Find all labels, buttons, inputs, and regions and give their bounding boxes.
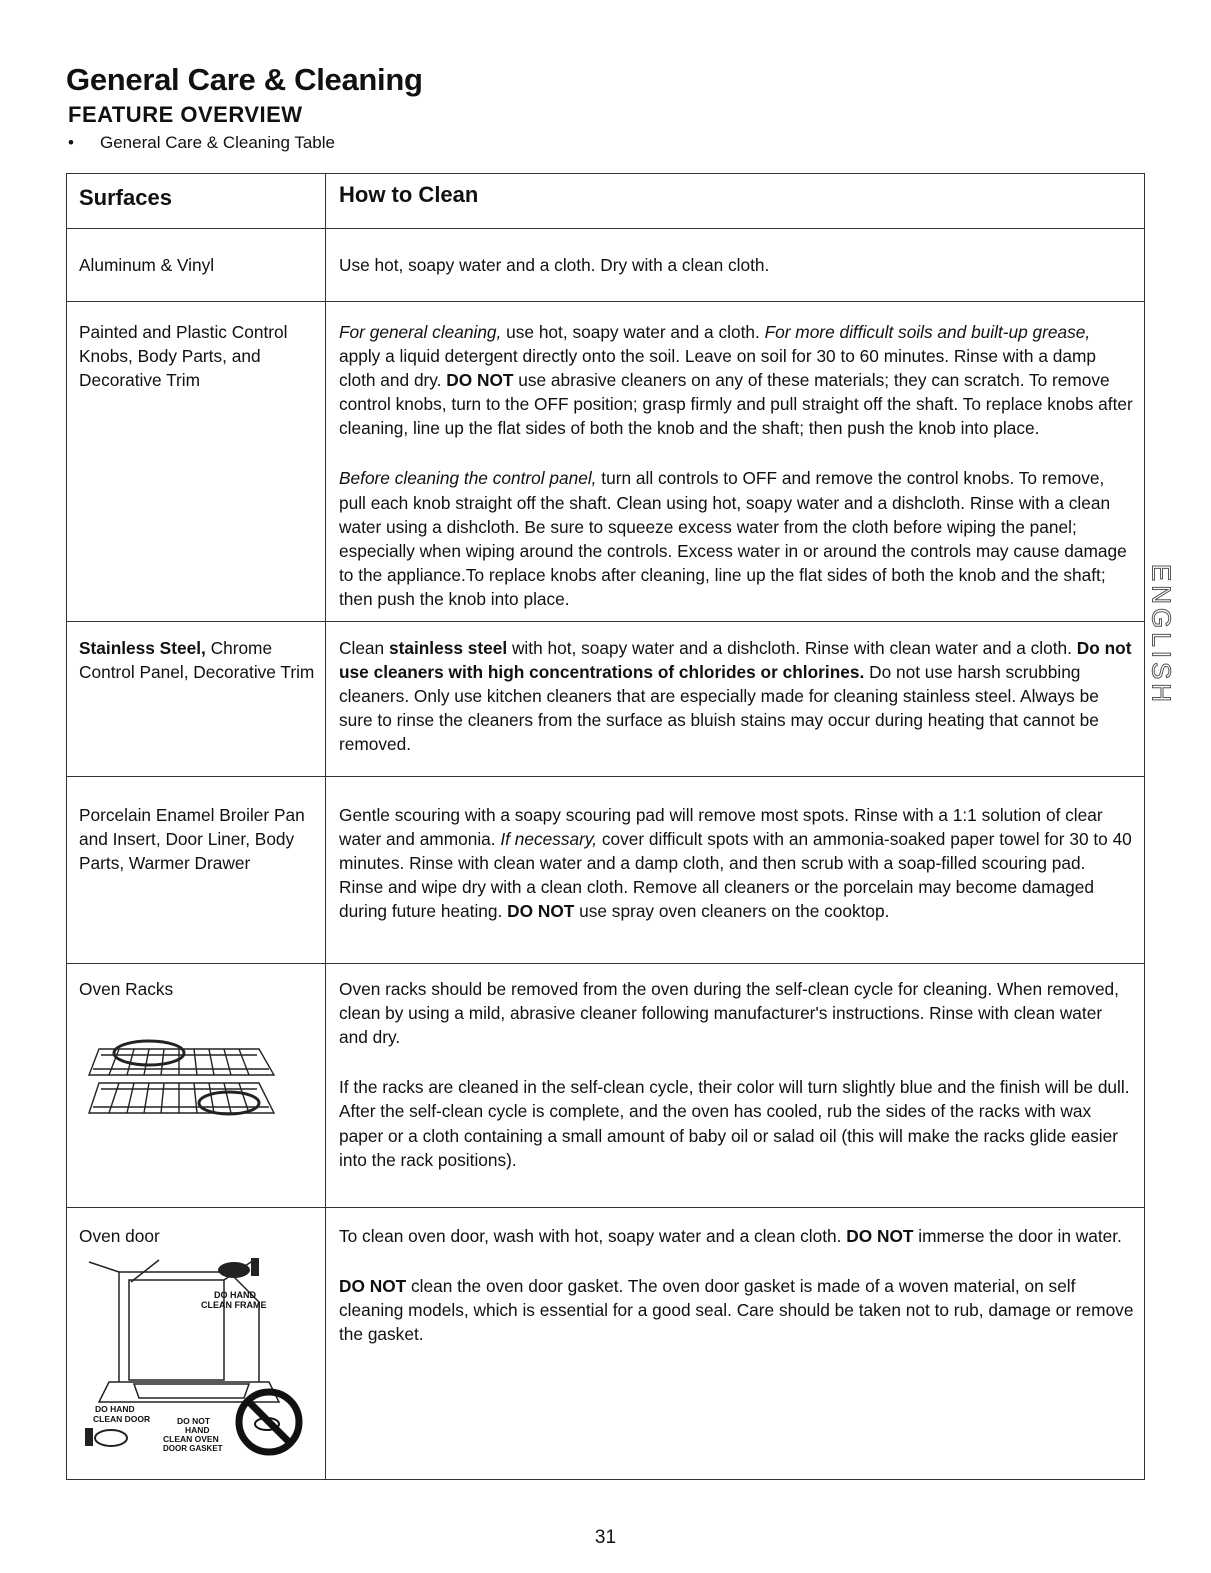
instructions-cell <box>326 622 1145 777</box>
language-side-tab <box>1146 560 1176 710</box>
text: Gentle scouring with a soapy scouring pad will remove most spots. Rinse with a 1:1 solution of clear water and ammonia. <box>339 805 1103 850</box>
instructions-cell <box>326 777 1145 964</box>
instructions-cell <box>326 302 1145 622</box>
text: with hot, soapy water and a dishcloth. Rinse with clean water and a cloth. <box>507 638 1077 659</box>
table-row <box>67 964 1145 1208</box>
cleaning-table <box>66 173 1145 1480</box>
instructions-cell <box>326 1208 1145 1480</box>
surface-label: Oven door <box>79 1226 160 1247</box>
bold-text: stainless steel <box>388 638 508 659</box>
page-number: 31 <box>594 1527 617 1548</box>
bold-text: DO NOT <box>339 1276 407 1297</box>
language-label: ENGLISH <box>1146 563 1177 707</box>
text: Clean <box>339 638 389 659</box>
text: clean the oven door gasket. The oven door gasket is made of a woven material, on self cleaning models, which is essential for a good seal. Care should be taken not to rub, damage or remove the gasket. <box>339 1276 1134 1345</box>
column-header-how-to-clean: How to Clean <box>326 174 1145 229</box>
italic-text: Before cleaning the control panel, <box>339 468 597 489</box>
surface-cell <box>67 622 326 777</box>
hand-icon <box>218 1258 259 1278</box>
gasket-label-3: CLEAN OVEN <box>163 1434 219 1445</box>
oven-door-illustration <box>79 1252 315 1462</box>
instruction-paragraph <box>339 1224 1134 1248</box>
instructions-cell <box>326 964 1145 1208</box>
table-row <box>67 1208 1145 1480</box>
bold-text: DO NOT <box>846 1226 914 1247</box>
instruction-paragraph <box>339 1274 1134 1346</box>
bullet-text: General Care & Cleaning Table <box>100 133 335 152</box>
instruction-paragraph: Oven racks should be removed from the oven during the self-clean cycle for cleaning. When removed, clean by using a mild, abrasive cleaner following manufacturer's instructions. Rinse with clean water and dry. <box>339 979 1119 1048</box>
surface-cell: Porcelain Enamel Broiler Pan and Insert, Door Liner, Body Parts, Warmer Drawer <box>67 777 326 964</box>
instruction-paragraph <box>339 803 1134 923</box>
surface-label: Oven Racks <box>79 979 174 1000</box>
table-row <box>67 229 1145 302</box>
italic-text: If necessary, <box>500 829 598 850</box>
text: Chrome Control Panel, Decorative Trim <box>79 638 315 683</box>
bullet-dot: • <box>68 133 74 152</box>
surface-cell <box>67 964 326 1208</box>
instruction-paragraph <box>339 320 1134 440</box>
text: turn all controls to OFF and remove the control knobs. To remove, pull each knob straight off the shaft. Clean using hot, soapy water and a dishcloth. Rinse with a clean water using a dishcloth. Be sure to squeeze excess water from the cloth before wiping the panel; especially when wiping around the controls. Excess water in or around the controls may cause damage to the appliance.To replace knobs after cleaning, line up the flat sides of both the knob and the shaft; then push the knob into place. <box>339 468 1127 609</box>
instruction-paragraph: Use hot, soapy water and a cloth. Dry with a clean cloth. <box>339 255 770 275</box>
gasket-label-2: HAND <box>185 1425 210 1436</box>
surface-cell <box>67 1208 326 1480</box>
text: apply a liquid detergent directly onto the soil. Leave on soil for 30 to 60 minutes. Rinse with a damp cloth and dry. <box>339 346 1096 391</box>
italic-text: For more difficult soils and built-up grease, <box>764 322 1091 342</box>
table-header-row <box>67 174 1145 229</box>
table-row <box>67 622 1145 777</box>
door-label-1: DO HAND <box>95 1404 135 1415</box>
gasket-label-4: DOOR GASKET <box>163 1444 223 1454</box>
bold-text: DO NOT <box>507 901 575 922</box>
column-header-surfaces: Surfaces <box>67 174 326 229</box>
surface-cell: Painted and Plastic Control Knobs, Body Parts, and Decorative Trim <box>67 302 326 622</box>
bullet-item <box>68 133 335 153</box>
text: use abrasive cleaners on any of these materials; they can scratch. To remove control knobs, turn to the OFF position; grasp firmly and pull straight off the shaft. To replace knobs after cleaning, line up the flat sides of both the knob and the shaft; then push the knob into place. <box>339 370 1133 439</box>
door-label-2: CLEAN DOOR <box>93 1414 151 1425</box>
text: cover difficult spots with an ammonia-soaked paper towel for 30 to 40 minutes. Rinse with clean water and a damp cloth, and then scrub with a soap-filled scouring pad. Rinse and wipe dry with a clean cloth. Remove all cleaners or the porcelain may become damaged during future heating. <box>339 829 1132 922</box>
table-row <box>67 302 1145 622</box>
prohibited-icon <box>239 1392 299 1452</box>
bold-text: Do not use cleaners with high concentrations of chlorides or chlorines. <box>339 638 1132 683</box>
text: immerse the door in water. <box>913 1226 1122 1247</box>
text: Do not use harsh scrubbing cleaners. Only use kitchen cleaners that are especially made for cleaning stainless steel. Always be sure to rinse the cleaners from the surface as bluish stains may occur during heating that cannot be removed. <box>339 662 1099 755</box>
hand-icon <box>85 1428 127 1446</box>
frame-label-1: DO HAND <box>214 1290 256 1301</box>
text: use hot, soapy water and a cloth. <box>501 322 765 342</box>
bold-text: DO NOT <box>446 370 514 391</box>
table-row <box>67 777 1145 964</box>
section-heading: FEATURE OVERVIEW <box>68 102 303 127</box>
surface-cell: Aluminum & Vinyl <box>67 229 326 302</box>
oven-racks-illustration <box>79 1013 279 1133</box>
italic-text: For general cleaning, <box>339 322 502 342</box>
frame-label-2: CLEAN FRAME <box>201 1300 267 1311</box>
instruction-paragraph <box>339 466 1134 611</box>
gasket-label-1: DO NOT <box>177 1416 211 1427</box>
bold-text: Stainless Steel, <box>79 638 206 659</box>
text: To clean oven door, wash with hot, soapy water and a clean cloth. <box>339 1226 847 1247</box>
text: use spray oven cleaners on the cooktop. <box>574 901 890 922</box>
instruction-paragraph: If the racks are cleaned in the self-clean cycle, their color will turn slightly blue and the finish will be dull. After the self-clean cycle is complete, and the oven has cooled, rub the sides of the racks with wax paper or a cloth containing a small amount of baby oil or salad oil (this will make the racks glide easier into the rack positions). <box>339 1077 1130 1170</box>
instruction-paragraph <box>339 636 1134 756</box>
page-title: General Care & Cleaning <box>66 62 423 97</box>
instructions-cell <box>326 229 1145 302</box>
